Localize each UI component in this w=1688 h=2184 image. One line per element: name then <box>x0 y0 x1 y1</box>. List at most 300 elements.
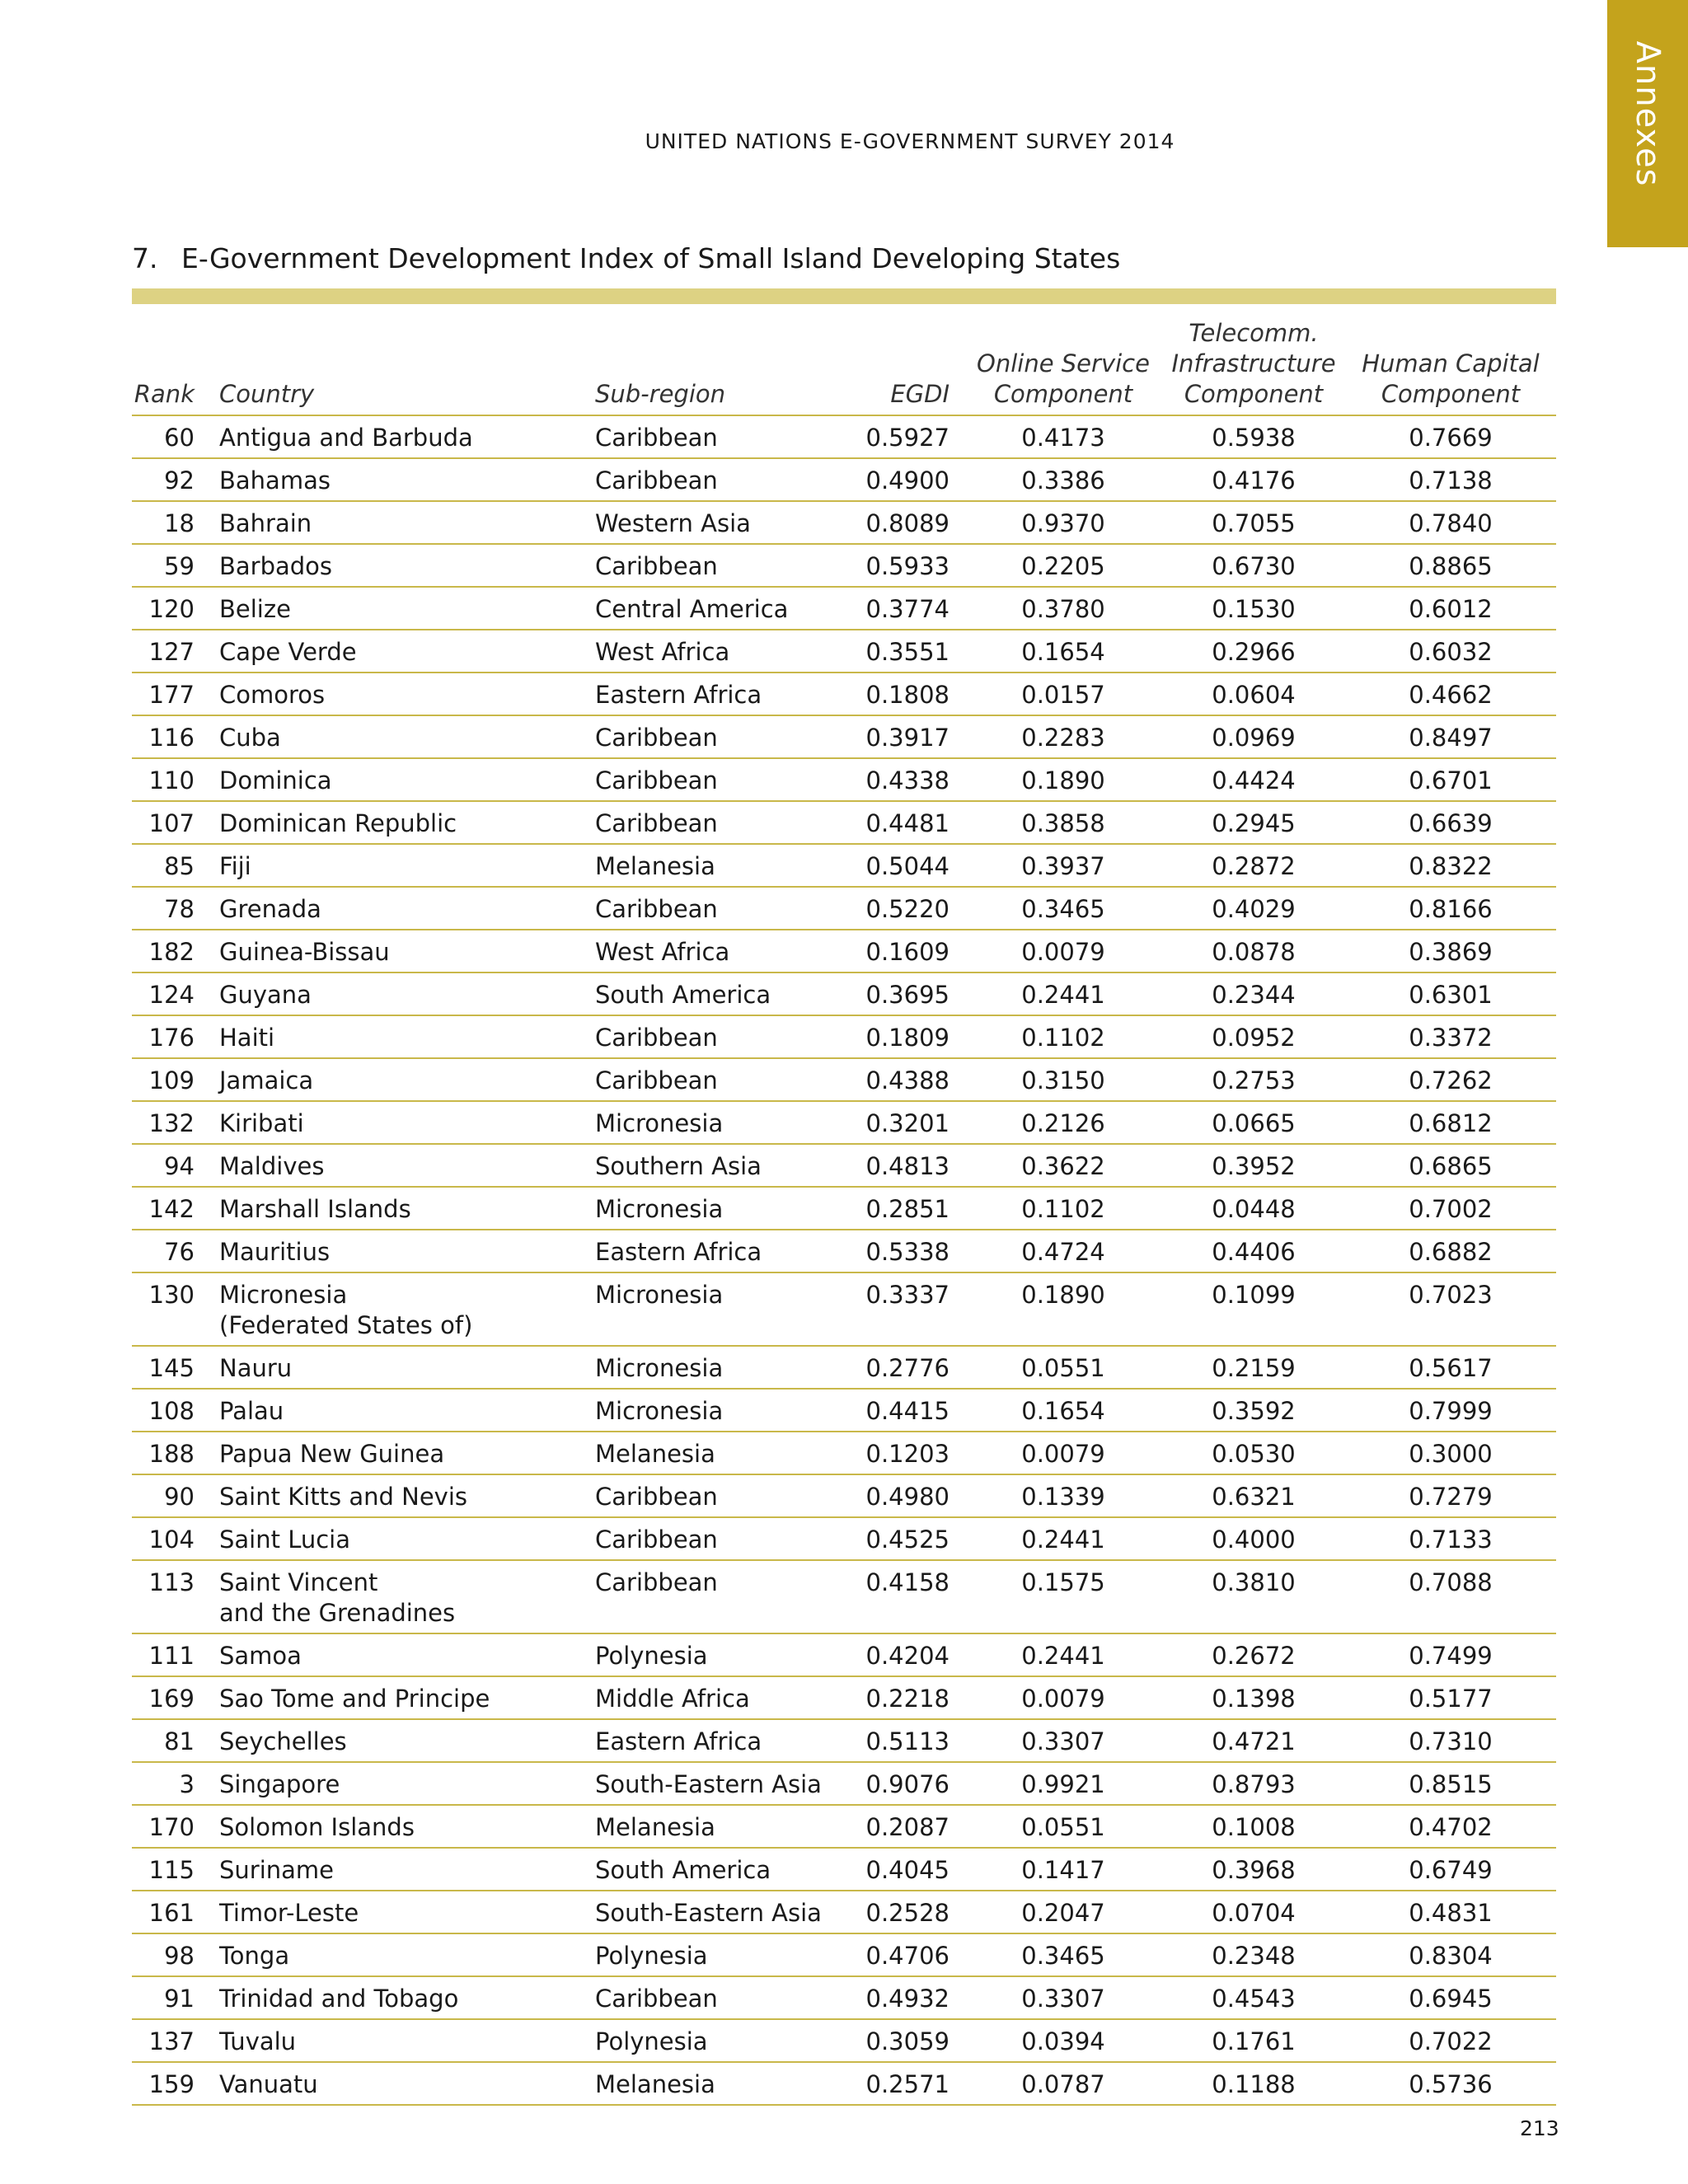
country-cell <box>206 1848 595 1891</box>
human-capital-cell: 0.7002 <box>1345 1187 1556 1230</box>
human-capital-cell: 0.4662 <box>1345 673 1556 715</box>
subregion-cell: Caribbean <box>595 415 859 458</box>
country-name-line: Mauritius <box>219 1238 331 1266</box>
egdi-cell: 0.4900 <box>859 458 964 501</box>
human-capital-cell: 0.6701 <box>1345 758 1556 801</box>
telecomm-cell: 0.3592 <box>1162 1389 1345 1432</box>
country-name-line: Saint Vincent <box>219 1568 378 1596</box>
human-capital-cell: 0.5177 <box>1345 1676 1556 1719</box>
online-service-cell: 0.3465 <box>964 887 1162 930</box>
telecomm-cell: 0.4176 <box>1162 458 1345 501</box>
human-capital-cell: 0.4702 <box>1345 1805 1556 1848</box>
table-row <box>132 1976 1556 2019</box>
telecomm-cell: 0.1761 <box>1162 2019 1345 2062</box>
online-service-cell: 0.1417 <box>964 1848 1162 1891</box>
egdi-cell: 0.1609 <box>859 930 964 972</box>
telecomm-cell: 0.7055 <box>1162 501 1345 544</box>
online-service-cell: 0.0551 <box>964 1805 1162 1848</box>
annexes-tab-label: Annexes <box>1629 40 1667 187</box>
table-row <box>132 1230 1556 1272</box>
egdi-cell: 0.8089 <box>859 501 964 544</box>
online-service-cell: 0.1102 <box>964 1015 1162 1058</box>
header-human-capital: Human Capital Component <box>1345 307 1556 415</box>
human-capital-cell: 0.7310 <box>1345 1719 1556 1762</box>
rank-cell: 90 <box>132 1474 206 1517</box>
rank-cell: 107 <box>132 801 206 844</box>
egdi-cell: 0.4481 <box>859 801 964 844</box>
egdi-cell: 0.2528 <box>859 1891 964 1933</box>
online-service-cell: 0.2126 <box>964 1101 1162 1144</box>
human-capital-cell: 0.8497 <box>1345 715 1556 758</box>
rank-cell: 159 <box>132 2062 206 2105</box>
online-service-cell: 0.0787 <box>964 2062 1162 2105</box>
egdi-cell: 0.4204 <box>859 1633 964 1676</box>
subregion-cell: Caribbean <box>595 758 859 801</box>
table-row <box>132 1762 1556 1805</box>
table-body <box>132 415 1556 2105</box>
online-service-cell: 0.0079 <box>964 930 1162 972</box>
online-service-cell: 0.2283 <box>964 715 1162 758</box>
telecomm-cell: 0.2753 <box>1162 1058 1345 1101</box>
rank-cell: 91 <box>132 1976 206 2019</box>
subregion-cell: South-Eastern Asia <box>595 1891 859 1933</box>
rank-cell: 170 <box>132 1805 206 1848</box>
table-row <box>132 930 1556 972</box>
country-name-line: and the Grenadines <box>219 1599 456 1627</box>
online-service-cell: 0.3465 <box>964 1933 1162 1976</box>
subregion-cell: Western Asia <box>595 501 859 544</box>
running-header: UNITED NATIONS E-GOVERNMENT SURVEY 2014 <box>645 129 1175 153</box>
human-capital-cell: 0.6865 <box>1345 1144 1556 1187</box>
country-name-line: Haiti <box>219 1024 275 1052</box>
rank-cell: 104 <box>132 1517 206 1560</box>
telecomm-cell: 0.2966 <box>1162 630 1345 673</box>
country-cell <box>206 972 595 1015</box>
egdi-cell: 0.4813 <box>859 1144 964 1187</box>
rank-cell: 85 <box>132 844 206 887</box>
table-row <box>132 1891 1556 1933</box>
rank-cell: 115 <box>132 1848 206 1891</box>
human-capital-cell: 0.7133 <box>1345 1517 1556 1560</box>
subregion-cell: Southern Asia <box>595 1144 859 1187</box>
country-name-line: Grenada <box>219 895 321 923</box>
country-name-line: Papua New Guinea <box>219 1440 445 1468</box>
rank-cell: 142 <box>132 1187 206 1230</box>
table-row <box>132 887 1556 930</box>
subregion-cell: Middle Africa <box>595 1676 859 1719</box>
country-name-line: Palau <box>219 1397 284 1425</box>
telecomm-cell: 0.8793 <box>1162 1762 1345 1805</box>
header-subregion: Sub-region <box>595 307 859 415</box>
title-bar <box>132 288 1556 304</box>
country-cell <box>206 1976 595 2019</box>
rank-cell: 76 <box>132 1230 206 1272</box>
subregion-cell: Caribbean <box>595 1015 859 1058</box>
egdi-cell: 0.4045 <box>859 1848 964 1891</box>
subregion-cell: Melanesia <box>595 1432 859 1474</box>
human-capital-cell: 0.6945 <box>1345 1976 1556 2019</box>
online-service-cell: 0.0157 <box>964 673 1162 715</box>
egdi-cell: 0.4706 <box>859 1933 964 1976</box>
online-service-cell: 0.9370 <box>964 501 1162 544</box>
telecomm-cell: 0.3952 <box>1162 1144 1345 1187</box>
telecomm-cell: 0.2945 <box>1162 801 1345 844</box>
rank-cell: 109 <box>132 1058 206 1101</box>
subregion-cell: Caribbean <box>595 1976 859 2019</box>
subregion-cell: Micronesia <box>595 1101 859 1144</box>
human-capital-cell: 0.6301 <box>1345 972 1556 1015</box>
annexes-tab[interactable] <box>1607 0 1688 247</box>
country-cell <box>206 758 595 801</box>
table-row <box>132 630 1556 673</box>
rank-cell: 78 <box>132 887 206 930</box>
online-service-cell: 0.1654 <box>964 1389 1162 1432</box>
rank-cell: 111 <box>132 1633 206 1676</box>
country-name-line: Jamaica <box>219 1066 314 1094</box>
online-service-cell: 0.2047 <box>964 1891 1162 1933</box>
table-row <box>132 1848 1556 1891</box>
subregion-cell: Polynesia <box>595 1633 859 1676</box>
subregion-cell: South-Eastern Asia <box>595 1762 859 1805</box>
rank-cell: 177 <box>132 673 206 715</box>
country-name-line: Saint Lucia <box>219 1526 351 1554</box>
human-capital-cell: 0.6882 <box>1345 1230 1556 1272</box>
human-capital-cell: 0.8304 <box>1345 1933 1556 1976</box>
table-row <box>132 1272 1556 1346</box>
human-capital-cell: 0.7999 <box>1345 1389 1556 1432</box>
country-name-line: Cuba <box>219 724 281 752</box>
human-capital-cell: 0.6812 <box>1345 1101 1556 1144</box>
country-name-line: Guyana <box>219 981 312 1009</box>
country-name-line: Bahamas <box>219 466 331 494</box>
rank-cell: 132 <box>132 1101 206 1144</box>
human-capital-cell: 0.6012 <box>1345 587 1556 630</box>
subregion-cell: Caribbean <box>595 1560 859 1633</box>
table-row <box>132 1933 1556 1976</box>
country-name-line: Tuvalu <box>219 2027 297 2055</box>
human-capital-cell: 0.6032 <box>1345 630 1556 673</box>
telecomm-cell: 0.0604 <box>1162 673 1345 715</box>
country-name-line: Sao Tome and Principe <box>219 1685 490 1713</box>
subregion-cell: South America <box>595 972 859 1015</box>
table-row <box>132 1144 1556 1187</box>
online-service-cell: 0.1890 <box>964 758 1162 801</box>
human-capital-cell: 0.3000 <box>1345 1432 1556 1474</box>
subregion-cell: Caribbean <box>595 1058 859 1101</box>
online-service-cell: 0.1890 <box>964 1272 1162 1346</box>
egdi-cell: 0.3917 <box>859 715 964 758</box>
table-row <box>132 2062 1556 2105</box>
human-capital-cell: 0.5736 <box>1345 2062 1556 2105</box>
country-name-line: Dominican Republic <box>219 809 457 837</box>
telecomm-cell: 0.0952 <box>1162 1015 1345 1058</box>
table-row <box>132 1719 1556 1762</box>
subregion-cell: Melanesia <box>595 2062 859 2105</box>
table-header-row <box>132 307 1556 415</box>
country-name-line: Micronesia <box>219 1281 348 1309</box>
subregion-cell: Caribbean <box>595 801 859 844</box>
table-row <box>132 1432 1556 1474</box>
table-row <box>132 1101 1556 1144</box>
telecomm-cell: 0.4406 <box>1162 1230 1345 1272</box>
egdi-cell: 0.4388 <box>859 1058 964 1101</box>
table-row <box>132 801 1556 844</box>
country-cell <box>206 587 595 630</box>
egdi-cell: 0.1808 <box>859 673 964 715</box>
table-row <box>132 1058 1556 1101</box>
subregion-cell: South America <box>595 1848 859 1891</box>
country-cell <box>206 1633 595 1676</box>
country-cell <box>206 544 595 587</box>
subregion-cell: Caribbean <box>595 887 859 930</box>
table-row <box>132 844 1556 887</box>
online-service-cell: 0.3622 <box>964 1144 1162 1187</box>
rank-cell: 161 <box>132 1891 206 1933</box>
table-row <box>132 1187 1556 1230</box>
rank-cell: 3 <box>132 1762 206 1805</box>
egdi-cell: 0.4415 <box>859 1389 964 1432</box>
telecomm-cell: 0.6321 <box>1162 1474 1345 1517</box>
table-row <box>132 415 1556 458</box>
table-row <box>132 972 1556 1015</box>
country-name-line: Solomon Islands <box>219 1813 415 1841</box>
table-row <box>132 715 1556 758</box>
telecomm-cell: 0.2872 <box>1162 844 1345 887</box>
subregion-cell: Eastern Africa <box>595 673 859 715</box>
rank-cell: 108 <box>132 1389 206 1432</box>
table-row <box>132 1517 1556 1560</box>
country-cell <box>206 501 595 544</box>
egdi-cell: 0.5927 <box>859 415 964 458</box>
country-cell <box>206 1474 595 1517</box>
subregion-cell: Polynesia <box>595 1933 859 1976</box>
human-capital-cell: 0.7138 <box>1345 458 1556 501</box>
table-row <box>132 544 1556 587</box>
country-cell <box>206 458 595 501</box>
country-name-line: Antigua and Barbuda <box>219 424 473 452</box>
egdi-cell: 0.2776 <box>859 1346 964 1389</box>
telecomm-cell: 0.0530 <box>1162 1432 1345 1474</box>
header-egdi: EGDI <box>859 307 964 415</box>
human-capital-cell: 0.4831 <box>1345 1891 1556 1933</box>
subregion-cell: Polynesia <box>595 2019 859 2062</box>
rank-cell: 94 <box>132 1144 206 1187</box>
subregion-cell: West Africa <box>595 630 859 673</box>
country-cell <box>206 1517 595 1560</box>
country-cell <box>206 844 595 887</box>
online-service-cell: 0.3858 <box>964 801 1162 844</box>
rank-cell: 137 <box>132 2019 206 2062</box>
header-online-service: Online Service Component <box>964 307 1162 415</box>
telecomm-cell: 0.1398 <box>1162 1676 1345 1719</box>
telecomm-cell: 0.2348 <box>1162 1933 1345 1976</box>
rank-cell: 120 <box>132 587 206 630</box>
egdi-cell: 0.3337 <box>859 1272 964 1346</box>
country-cell <box>206 801 595 844</box>
country-name-line: Nauru <box>219 1354 293 1382</box>
country-name-line: Seychelles <box>219 1727 347 1755</box>
telecomm-cell: 0.0665 <box>1162 1101 1345 1144</box>
subregion-cell: Melanesia <box>595 1805 859 1848</box>
human-capital-cell: 0.8166 <box>1345 887 1556 930</box>
telecomm-cell: 0.2672 <box>1162 1633 1345 1676</box>
section-title-text: E-Government Development Index of Small Island Developing States <box>181 242 1121 274</box>
human-capital-cell: 0.7669 <box>1345 415 1556 458</box>
online-service-cell: 0.4724 <box>964 1230 1162 1272</box>
egdi-cell: 0.3551 <box>859 630 964 673</box>
country-cell <box>206 2019 595 2062</box>
human-capital-cell: 0.7279 <box>1345 1474 1556 1517</box>
country-cell <box>206 1676 595 1719</box>
rank-cell: 116 <box>132 715 206 758</box>
rank-cell: 127 <box>132 630 206 673</box>
egdi-cell: 0.4932 <box>859 1976 964 2019</box>
egdi-cell: 0.3059 <box>859 2019 964 2062</box>
rank-cell: 113 <box>132 1560 206 1633</box>
rank-cell: 110 <box>132 758 206 801</box>
online-service-cell: 0.2205 <box>964 544 1162 587</box>
egdi-cell: 0.5113 <box>859 1719 964 1762</box>
country-name-line: Vanuatu <box>219 2070 318 2098</box>
subregion-cell: Caribbean <box>595 544 859 587</box>
online-service-cell: 0.3307 <box>964 1719 1162 1762</box>
country-name-line: Saint Kitts and Nevis <box>219 1483 467 1511</box>
country-cell <box>206 1015 595 1058</box>
online-service-cell: 0.1575 <box>964 1560 1162 1633</box>
egdi-cell: 0.1203 <box>859 1432 964 1474</box>
country-name-line: Cape Verde <box>219 638 357 666</box>
human-capital-cell: 0.7023 <box>1345 1272 1556 1346</box>
online-service-cell: 0.0551 <box>964 1346 1162 1389</box>
telecomm-cell: 0.4029 <box>1162 887 1345 930</box>
country-cell <box>206 1058 595 1101</box>
country-name-line: Dominica <box>219 766 332 794</box>
table-row <box>132 501 1556 544</box>
country-cell <box>206 1144 595 1187</box>
subregion-cell: West Africa <box>595 930 859 972</box>
rank-cell: 92 <box>132 458 206 501</box>
telecomm-cell: 0.1099 <box>1162 1272 1345 1346</box>
human-capital-cell: 0.7840 <box>1345 501 1556 544</box>
subregion-cell: Central America <box>595 587 859 630</box>
country-name-line: Suriname <box>219 1856 335 1884</box>
telecomm-cell: 0.4721 <box>1162 1719 1345 1762</box>
online-service-cell: 0.1102 <box>964 1187 1162 1230</box>
online-service-cell: 0.4173 <box>964 415 1162 458</box>
rank-cell: 124 <box>132 972 206 1015</box>
country-cell <box>206 673 595 715</box>
human-capital-cell: 0.8865 <box>1345 544 1556 587</box>
telecomm-cell: 0.0969 <box>1162 715 1345 758</box>
human-capital-cell: 0.7262 <box>1345 1058 1556 1101</box>
table-row <box>132 673 1556 715</box>
human-capital-cell: 0.3869 <box>1345 930 1556 972</box>
telecomm-cell: 0.0704 <box>1162 1891 1345 1933</box>
rank-cell: 98 <box>132 1933 206 1976</box>
online-service-cell: 0.0079 <box>964 1676 1162 1719</box>
table-row <box>132 1346 1556 1389</box>
country-cell <box>206 1346 595 1389</box>
online-service-cell: 0.1654 <box>964 630 1162 673</box>
country-cell <box>206 1432 595 1474</box>
country-cell <box>206 1891 595 1933</box>
online-service-cell: 0.3150 <box>964 1058 1162 1101</box>
egdi-cell: 0.2851 <box>859 1187 964 1230</box>
egdi-cell: 0.1809 <box>859 1015 964 1058</box>
online-service-cell: 0.3386 <box>964 458 1162 501</box>
country-cell <box>206 1933 595 1976</box>
country-name-line: Singapore <box>219 1770 340 1798</box>
telecomm-cell: 0.3810 <box>1162 1560 1345 1633</box>
country-cell <box>206 1101 595 1144</box>
online-service-cell: 0.3937 <box>964 844 1162 887</box>
online-service-cell: 0.1339 <box>964 1474 1162 1517</box>
table-row <box>132 587 1556 630</box>
country-cell <box>206 2062 595 2105</box>
rank-cell: 60 <box>132 415 206 458</box>
online-service-cell: 0.2441 <box>964 972 1162 1015</box>
header-country: Country <box>206 307 595 415</box>
telecomm-cell: 0.1188 <box>1162 2062 1345 2105</box>
section-title <box>132 242 1120 274</box>
country-cell <box>206 715 595 758</box>
country-name-line: Tonga <box>219 1942 290 1970</box>
telecomm-cell: 0.0448 <box>1162 1187 1345 1230</box>
subregion-cell: Caribbean <box>595 715 859 758</box>
country-cell <box>206 1560 595 1633</box>
human-capital-cell: 0.6639 <box>1345 801 1556 844</box>
rank-cell: 176 <box>132 1015 206 1058</box>
header-rank: Rank <box>132 307 206 415</box>
telecomm-cell: 0.3968 <box>1162 1848 1345 1891</box>
egdi-cell: 0.3774 <box>859 587 964 630</box>
country-cell <box>206 930 595 972</box>
country-cell <box>206 1805 595 1848</box>
egdi-cell: 0.5933 <box>859 544 964 587</box>
egdi-cell: 0.3695 <box>859 972 964 1015</box>
page-number: 213 <box>1520 2116 1559 2140</box>
telecomm-cell: 0.4000 <box>1162 1517 1345 1560</box>
subregion-cell: Micronesia <box>595 1272 859 1346</box>
telecomm-cell: 0.0878 <box>1162 930 1345 972</box>
country-name-line: Trinidad and Tobago <box>219 1985 459 2013</box>
human-capital-cell: 0.8322 <box>1345 844 1556 887</box>
rank-cell: 130 <box>132 1272 206 1346</box>
telecomm-cell: 0.2159 <box>1162 1346 1345 1389</box>
egdi-cell: 0.5220 <box>859 887 964 930</box>
subregion-cell: Eastern Africa <box>595 1230 859 1272</box>
human-capital-cell: 0.3372 <box>1345 1015 1556 1058</box>
country-cell <box>206 1230 595 1272</box>
country-cell <box>206 1389 595 1432</box>
subregion-cell: Caribbean <box>595 458 859 501</box>
table-row <box>132 1389 1556 1432</box>
egdi-cell: 0.2218 <box>859 1676 964 1719</box>
country-name-line: Marshall Islands <box>219 1195 411 1223</box>
egdi-cell: 0.5044 <box>859 844 964 887</box>
egdi-cell: 0.3201 <box>859 1101 964 1144</box>
country-name-line: Kiribati <box>219 1109 304 1137</box>
country-name-line: Guinea-Bissau <box>219 938 390 966</box>
human-capital-cell: 0.7499 <box>1345 1633 1556 1676</box>
online-service-cell: 0.0079 <box>964 1432 1162 1474</box>
country-name-line: Fiji <box>219 852 251 880</box>
table-row <box>132 1676 1556 1719</box>
table-row <box>132 1805 1556 1848</box>
rank-cell: 81 <box>132 1719 206 1762</box>
country-cell <box>206 1272 595 1346</box>
country-name-line: Timor-Leste <box>219 1899 359 1927</box>
